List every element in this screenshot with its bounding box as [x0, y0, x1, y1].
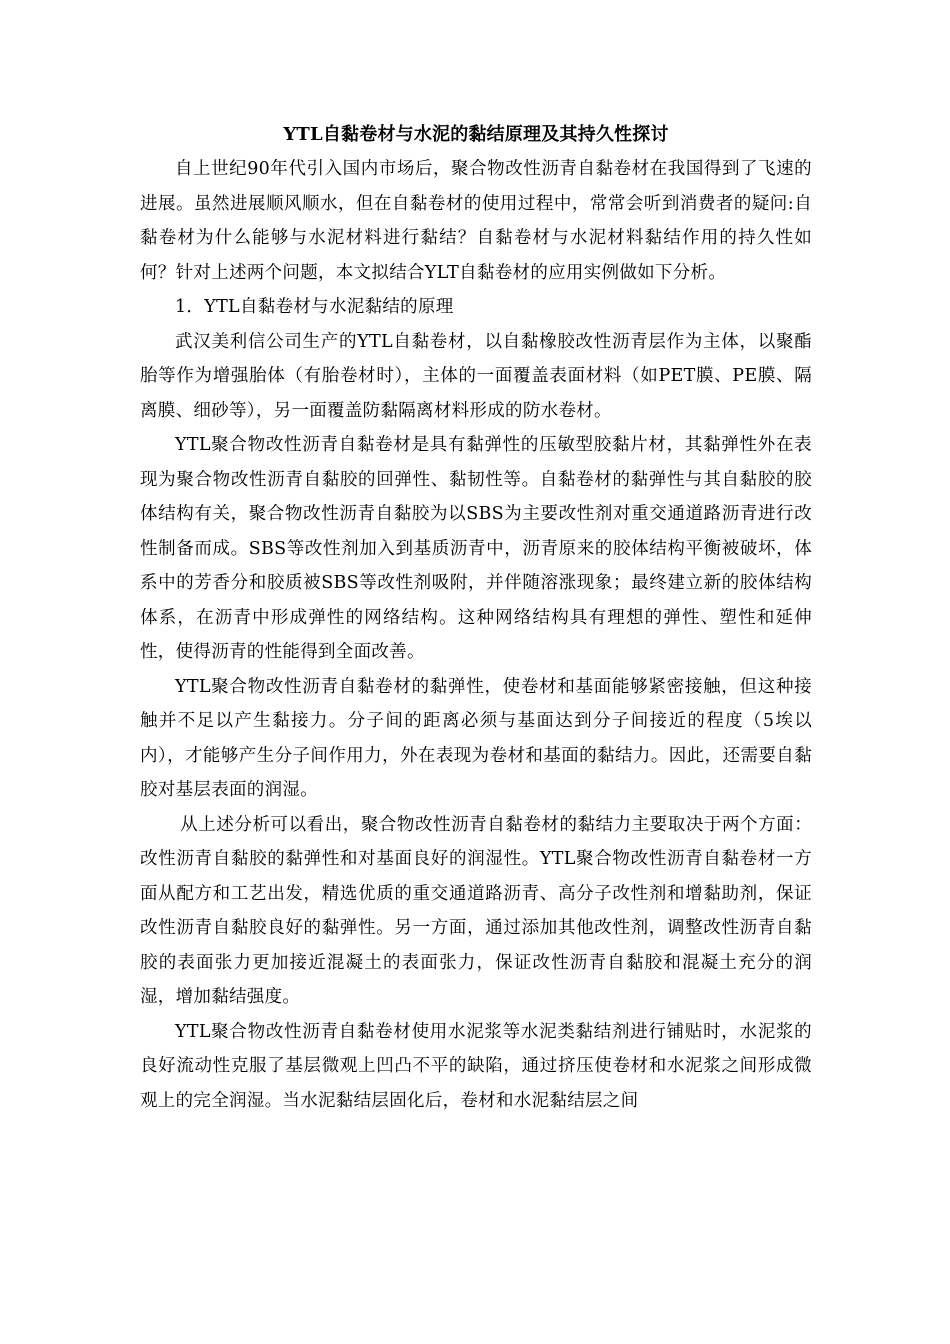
paragraph-analysis: 从上述分析可以看出，聚合物改性沥青自黏卷材的黏结力主要取决于两个方面：改性沥青自黏胶的黏弹性和对基面良好的润湿性。YTL聚合物改性沥青自黏卷材一方面从配方和工艺出发，精选优质的重交通道路沥青、高分子改性剂和增黏助剂，保证改性沥青自黏胶良好的黏弹性。另一方面，通过添加其他改性剂，调整改性沥青自黏胶的表面张力更加接近混凝土的表面张力，保证改性沥青自黏胶和混凝土充分的润湿，增加黏结强度。 — [140, 814, 812, 1007]
paragraph-contact: YTL聚合物改性沥青自黏卷材的黏弹性，使卷材和基面能够紧密接触，但这种接触并不足以产生黏接力。分子间的距离必须与基面达到分子间接近的程度（5埃以内），才能够产生分子间作用力，外在表现为卷材和基面的黏结力。因此，还需要自黏胶对基层表面的润湿。 — [140, 676, 812, 800]
document-title: YTL自黏卷材与水泥的黏结原理及其持久性探讨 — [283, 124, 669, 145]
paragraph-intro: 自上世纪90年代引入国内市场后，聚合物改性沥青自黏卷材在我国得到了飞速的进展。虽然进展顺风顺水，但在自黏卷材的使用过程中，常常会听到消费者的疑问:自黏卷材为什么能够与水泥材料进行黏结？自黏卷材与水泥材料黏结作用的持久性如何？针对上述两个问题，本文拟结合YLT自黏卷材的应用实例做如下分析。 — [140, 159, 812, 283]
paragraph-viscoelasticity: YTL聚合物改性沥青自黏卷材是具有黏弹性的压敏型胶黏片材，其黏弹性外在表现为聚合物改性沥青自黏胶的回弹性、黏韧性等。自黏卷材的黏弹性与其自黏胶的胶体结构有关，聚合物改性沥青自黏胶为以SBS为主要改性剂对重交通道路沥青进行改性制备而成。SBS等改性剂加入到基质沥青中，沥青原来的胶体结构平衡被破坏，体系中的芳香分和胶质被SBS等改性剂吸附，并伴随溶涨现象；最终建立新的胶体结构体系，在沥青中形成弹性的网络结构。这种网络结构具有理想的弹性、塑性和延伸性，使得沥青的性能得到全面改善。 — [140, 435, 812, 662]
section-heading-1: 1．YTL自黏卷材与水泥黏结的原理 — [175, 297, 454, 317]
document-page — [140, 122, 812, 1118]
paragraph-cement-paste: YTL聚合物改性沥青自黏卷材使用水泥浆等水泥类黏结剂进行铺贴时，水泥浆的良好流动性克服了基层微观上凹凸不平的缺陷，通过挤压使卷材和水泥浆之间形成微观上的完全润湿。当水泥黏结层固化后，卷材和水泥黏结层之间 — [140, 1021, 812, 1111]
paragraph-product-description: 武汉美利信公司生产的YTL自黏卷材，以自黏橡胶改性沥青层作为主体，以聚酯胎等作为增强胎体（有胎卷材时），主体的一面覆盖表面材料（如PET膜、PE膜、隔离膜、细砂等），另一面覆盖防黏隔离材料形成的防水卷材。 — [140, 331, 812, 421]
